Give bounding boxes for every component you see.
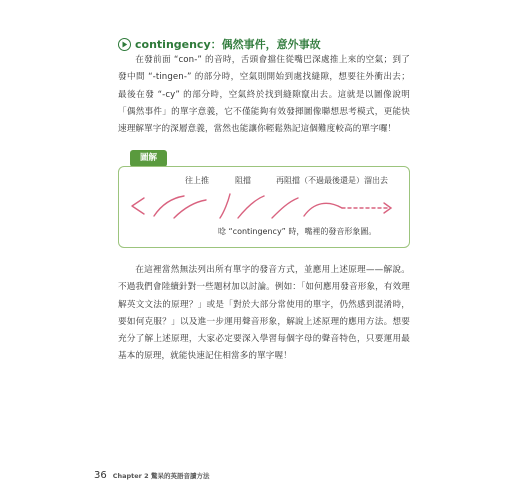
paragraph-explanation: 在發前面 “con-” 的音時，舌頭會擋住從嘴巴深處推上來的空氣；到了發中間 “-tingen-” 的部分時，空氣則開始到處找縫隙，想要往外衝出去；最後在發 “-cy” 的部分時，空氣終於找到縫隙竄出去。這就是以圖像說明「偶然事件」的單字意義，它不僅能夠有效發揮圖像聯想思考模式，更能快速理解單字的深層意義，當然也能讓你輕鬆熟記這個難度較高的單字囉！ — [118, 55, 410, 135]
curve-push-2 — [174, 200, 206, 218]
paragraph-discussion: 在這裡當然無法列出所有單字的發音方式，並應用上述原理——解說。不過我們會陸續針對一些題材加以討論。例如：「如何應用發音形象，有效理解英文文法的原理？」或是「對於大部分常使用的單字，仍然感到混淆時，要如何克服？」以及進一步運用聲音形象，解說上述原理的應用方法。想要充分了解上述原理，大家必定要深入學習每個字母的聲音特色，只要運用最基本的原理，就能快速記住相當多的單字喔！ — [118, 265, 410, 362]
sound-image-arrows — [128, 188, 400, 224]
diagram-tab-label: 圖解 — [130, 150, 167, 167]
section-heading — [118, 36, 321, 52]
diagram-label-block: 阻擋 — [235, 176, 251, 185]
page-number: 36 — [94, 470, 107, 481]
arrow-left — [132, 198, 144, 214]
curve-escape — [304, 203, 342, 216]
section-title: contingency：偶然事件，意外事故 — [135, 38, 321, 51]
curve-block-1 — [220, 194, 230, 218]
curve-block-3 — [272, 198, 298, 218]
play-icon — [118, 38, 131, 51]
chapter-title: Chapter 2 驚呆的英語音讀方法 — [112, 472, 210, 480]
diagram-label-escape: 再阻擋（不過最後還是）溜出去 — [276, 176, 388, 185]
diagram-label-push: 往上推 — [185, 176, 209, 185]
diagram-caption: 唸 “contingency” 時，嘴裡的發音形象圖。 — [218, 227, 377, 236]
curve-block-2 — [238, 196, 264, 218]
page-footer — [94, 470, 209, 481]
